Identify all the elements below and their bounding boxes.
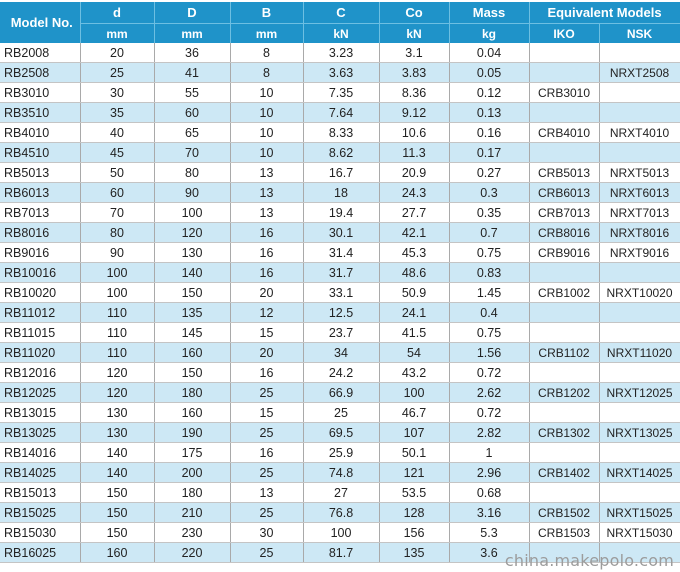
cell-outer-d: 220 — [154, 543, 230, 563]
cell-d: 130 — [80, 423, 154, 443]
cell-outer-d: 100 — [154, 203, 230, 223]
table-row — [0, 143, 680, 163]
cell-co: 100 — [379, 383, 449, 403]
cell-co: 156 — [379, 523, 449, 543]
cell-nsk: NRXT12025 — [599, 383, 680, 403]
cell-outer-d: 210 — [154, 503, 230, 523]
cell-model: RB11015 — [0, 323, 80, 343]
cell-model: RB9016 — [0, 243, 80, 263]
cell-mass: 2.96 — [449, 463, 529, 483]
cell-iko — [529, 323, 599, 343]
cell-b: 16 — [230, 443, 303, 463]
cell-nsk — [599, 43, 680, 63]
cell-c: 16.7 — [303, 163, 379, 183]
cell-b: 25 — [230, 423, 303, 443]
cell-nsk: NRXT10020 — [599, 283, 680, 303]
cell-mass: 0.27 — [449, 163, 529, 183]
table-row — [0, 163, 680, 183]
cell-nsk — [599, 103, 680, 123]
cell-mass: 1.56 — [449, 343, 529, 363]
cell-b: 25 — [230, 543, 303, 563]
cell-b: 25 — [230, 503, 303, 523]
col-header-model: Model No. — [0, 2, 80, 43]
cell-mass: 0.04 — [449, 43, 529, 63]
cell-iko — [529, 63, 599, 83]
unit-d: mm — [80, 24, 154, 44]
cell-outer-d: 90 — [154, 183, 230, 203]
col-header-nsk: NSK — [599, 24, 680, 44]
col-header-co: Co — [379, 2, 449, 24]
cell-outer-d: 180 — [154, 383, 230, 403]
cell-c: 7.35 — [303, 83, 379, 103]
cell-d: 140 — [80, 463, 154, 483]
cell-outer-d: 145 — [154, 323, 230, 343]
cell-iko: CRB6013 — [529, 183, 599, 203]
cell-model: RB14025 — [0, 463, 80, 483]
cell-b: 15 — [230, 323, 303, 343]
cell-model: RB3510 — [0, 103, 80, 123]
cell-nsk — [599, 403, 680, 423]
cell-co: 27.7 — [379, 203, 449, 223]
table-row — [0, 43, 680, 63]
cell-c: 7.64 — [303, 103, 379, 123]
cell-nsk — [599, 143, 680, 163]
cell-iko — [529, 43, 599, 63]
cell-co: 3.1 — [379, 43, 449, 63]
cell-b: 20 — [230, 283, 303, 303]
cell-d: 90 — [80, 243, 154, 263]
cell-b: 15 — [230, 403, 303, 423]
cell-model: RB10020 — [0, 283, 80, 303]
cell-outer-d: 70 — [154, 143, 230, 163]
cell-nsk: NRXT9016 — [599, 243, 680, 263]
cell-c: 25 — [303, 403, 379, 423]
cell-b: 10 — [230, 103, 303, 123]
cell-c: 66.9 — [303, 383, 379, 403]
watermark-text: china.makepolo.com — [504, 551, 674, 570]
table-row — [0, 483, 680, 503]
unit-b: mm — [230, 24, 303, 44]
cell-mass: 3.16 — [449, 503, 529, 523]
cell-c: 3.63 — [303, 63, 379, 83]
cell-c: 24.2 — [303, 363, 379, 383]
cell-iko: CRB1502 — [529, 503, 599, 523]
col-header-iko: IKO — [529, 24, 599, 44]
cell-outer-d: 150 — [154, 283, 230, 303]
cell-b: 13 — [230, 203, 303, 223]
cell-mass: 1.45 — [449, 283, 529, 303]
cell-mass: 0.75 — [449, 243, 529, 263]
table-row — [0, 363, 680, 383]
cell-d: 70 — [80, 203, 154, 223]
cell-nsk — [599, 303, 680, 323]
unit-co: kN — [379, 24, 449, 44]
cell-d: 120 — [80, 363, 154, 383]
cell-b: 8 — [230, 43, 303, 63]
cell-iko — [529, 303, 599, 323]
cell-iko: CRB1002 — [529, 283, 599, 303]
cell-iko: CRB1202 — [529, 383, 599, 403]
cell-co: 128 — [379, 503, 449, 523]
cell-b: 13 — [230, 483, 303, 503]
table-body — [0, 43, 680, 563]
cell-d: 150 — [80, 503, 154, 523]
cell-outer-d: 130 — [154, 243, 230, 263]
cell-b: 12 — [230, 303, 303, 323]
cell-co: 20.9 — [379, 163, 449, 183]
cell-mass: 2.62 — [449, 383, 529, 403]
cell-b: 16 — [230, 223, 303, 243]
cell-c: 3.23 — [303, 43, 379, 63]
cell-d: 120 — [80, 383, 154, 403]
cell-b: 8 — [230, 63, 303, 83]
cell-d: 45 — [80, 143, 154, 163]
bearing-spec-table — [0, 2, 680, 563]
cell-d: 20 — [80, 43, 154, 63]
cell-outer-d: 80 — [154, 163, 230, 183]
cell-outer-d: 190 — [154, 423, 230, 443]
cell-mass: 3.6 — [449, 543, 529, 563]
cell-mass: 2.82 — [449, 423, 529, 443]
cell-c: 23.7 — [303, 323, 379, 343]
header-row — [0, 2, 680, 24]
cell-d: 35 — [80, 103, 154, 123]
cell-co: 11.3 — [379, 143, 449, 163]
cell-d: 100 — [80, 263, 154, 283]
cell-iko: CRB9016 — [529, 243, 599, 263]
cell-iko: CRB1102 — [529, 343, 599, 363]
spec-table-wrapper — [0, 2, 680, 563]
cell-b: 10 — [230, 143, 303, 163]
cell-iko: CRB8016 — [529, 223, 599, 243]
cell-outer-d: 41 — [154, 63, 230, 83]
cell-outer-d: 180 — [154, 483, 230, 503]
cell-outer-d: 55 — [154, 83, 230, 103]
cell-co: 50.9 — [379, 283, 449, 303]
cell-d: 60 — [80, 183, 154, 203]
cell-mass: 0.05 — [449, 63, 529, 83]
cell-c: 100 — [303, 523, 379, 543]
cell-nsk: NRXT5013 — [599, 163, 680, 183]
unit-c: kN — [303, 24, 379, 44]
cell-nsk: NRXT15030 — [599, 523, 680, 543]
cell-outer-d: 60 — [154, 103, 230, 123]
cell-b: 10 — [230, 123, 303, 143]
cell-c: 74.8 — [303, 463, 379, 483]
cell-b: 25 — [230, 383, 303, 403]
cell-c: 34 — [303, 343, 379, 363]
cell-mass: 0.17 — [449, 143, 529, 163]
cell-c: 33.1 — [303, 283, 379, 303]
cell-iko — [529, 363, 599, 383]
cell-co: 10.6 — [379, 123, 449, 143]
cell-b: 13 — [230, 163, 303, 183]
cell-d: 100 — [80, 283, 154, 303]
cell-mass: 0.75 — [449, 323, 529, 343]
cell-nsk: NRXT6013 — [599, 183, 680, 203]
cell-model: RB2508 — [0, 63, 80, 83]
cell-model: RB2008 — [0, 43, 80, 63]
cell-mass: 0.7 — [449, 223, 529, 243]
cell-nsk: NRXT14025 — [599, 463, 680, 483]
cell-mass: 0.12 — [449, 83, 529, 103]
cell-outer-d: 36 — [154, 43, 230, 63]
cell-model: RB4510 — [0, 143, 80, 163]
cell-mass: 0.4 — [449, 303, 529, 323]
cell-mass: 0.35 — [449, 203, 529, 223]
cell-model: RB3010 — [0, 83, 80, 103]
cell-nsk: NRXT7013 — [599, 203, 680, 223]
cell-outer-d: 160 — [154, 343, 230, 363]
cell-iko: CRB5013 — [529, 163, 599, 183]
cell-nsk — [599, 443, 680, 463]
unit-mass: kg — [449, 24, 529, 44]
cell-d: 80 — [80, 223, 154, 243]
cell-co: 8.36 — [379, 83, 449, 103]
cell-d: 30 — [80, 83, 154, 103]
cell-nsk — [599, 83, 680, 103]
cell-co: 43.2 — [379, 363, 449, 383]
cell-iko — [529, 103, 599, 123]
col-header-d: d — [80, 2, 154, 24]
cell-outer-d: 120 — [154, 223, 230, 243]
cell-model: RB13015 — [0, 403, 80, 423]
cell-b: 20 — [230, 343, 303, 363]
col-header-outer-d: D — [154, 2, 230, 24]
cell-outer-d: 175 — [154, 443, 230, 463]
cell-mass: 0.83 — [449, 263, 529, 283]
cell-model: RB15013 — [0, 483, 80, 503]
table-header — [0, 2, 680, 43]
cell-b: 10 — [230, 83, 303, 103]
cell-d: 150 — [80, 483, 154, 503]
cell-mass: 5.3 — [449, 523, 529, 543]
table-row — [0, 243, 680, 263]
cell-c: 31.7 — [303, 263, 379, 283]
cell-c: 25.9 — [303, 443, 379, 463]
cell-nsk: NRXT2508 — [599, 63, 680, 83]
cell-co: 3.83 — [379, 63, 449, 83]
cell-model: RB12016 — [0, 363, 80, 383]
table-row — [0, 63, 680, 83]
cell-co: 24.1 — [379, 303, 449, 323]
table-row — [0, 103, 680, 123]
cell-model: RB13025 — [0, 423, 80, 443]
cell-mass: 0.13 — [449, 103, 529, 123]
table-row — [0, 263, 680, 283]
cell-outer-d: 230 — [154, 523, 230, 543]
table-row — [0, 303, 680, 323]
cell-outer-d: 160 — [154, 403, 230, 423]
cell-c: 31.4 — [303, 243, 379, 263]
cell-mass: 0.3 — [449, 183, 529, 203]
table-row — [0, 463, 680, 483]
cell-model: RB15025 — [0, 503, 80, 523]
cell-d: 130 — [80, 403, 154, 423]
cell-model: RB4010 — [0, 123, 80, 143]
cell-c: 76.8 — [303, 503, 379, 523]
cell-iko: CRB1302 — [529, 423, 599, 443]
cell-iko — [529, 403, 599, 423]
cell-model: RB7013 — [0, 203, 80, 223]
cell-d: 40 — [80, 123, 154, 143]
col-header-b: B — [230, 2, 303, 24]
cell-co: 135 — [379, 543, 449, 563]
cell-b: 13 — [230, 183, 303, 203]
table-row — [0, 523, 680, 543]
cell-iko — [529, 263, 599, 283]
cell-nsk — [599, 483, 680, 503]
cell-co: 53.5 — [379, 483, 449, 503]
cell-b: 30 — [230, 523, 303, 543]
cell-c: 18 — [303, 183, 379, 203]
table-row — [0, 123, 680, 143]
cell-outer-d: 150 — [154, 363, 230, 383]
table-row — [0, 283, 680, 303]
cell-b: 16 — [230, 243, 303, 263]
cell-c: 69.5 — [303, 423, 379, 443]
cell-nsk: NRXT4010 — [599, 123, 680, 143]
cell-model: RB8016 — [0, 223, 80, 243]
cell-d: 25 — [80, 63, 154, 83]
cell-c: 30.1 — [303, 223, 379, 243]
cell-iko: CRB7013 — [529, 203, 599, 223]
cell-d: 150 — [80, 523, 154, 543]
col-header-equivalent: Equivalent Models — [529, 2, 680, 24]
cell-c: 27 — [303, 483, 379, 503]
cell-mass: 0.68 — [449, 483, 529, 503]
cell-iko — [529, 443, 599, 463]
cell-nsk: NRXT15025 — [599, 503, 680, 523]
cell-c: 81.7 — [303, 543, 379, 563]
cell-co: 50.1 — [379, 443, 449, 463]
cell-model: RB15030 — [0, 523, 80, 543]
cell-co: 41.5 — [379, 323, 449, 343]
table-row — [0, 443, 680, 463]
unit-outer-d: mm — [154, 24, 230, 44]
cell-co: 45.3 — [379, 243, 449, 263]
table-row — [0, 403, 680, 423]
table-row — [0, 203, 680, 223]
cell-co: 107 — [379, 423, 449, 443]
col-header-mass: Mass — [449, 2, 529, 24]
cell-co: 48.6 — [379, 263, 449, 283]
cell-iko: CRB3010 — [529, 83, 599, 103]
cell-d: 140 — [80, 443, 154, 463]
cell-model: RB11012 — [0, 303, 80, 323]
cell-co: 42.1 — [379, 223, 449, 243]
cell-b: 25 — [230, 463, 303, 483]
cell-c: 8.62 — [303, 143, 379, 163]
cell-mass: 0.16 — [449, 123, 529, 143]
unit-row — [0, 24, 680, 44]
cell-c: 12.5 — [303, 303, 379, 323]
table-row — [0, 183, 680, 203]
cell-iko — [529, 143, 599, 163]
col-header-c: C — [303, 2, 379, 24]
table-row — [0, 223, 680, 243]
cell-outer-d: 65 — [154, 123, 230, 143]
cell-co: 54 — [379, 343, 449, 363]
cell-co: 121 — [379, 463, 449, 483]
cell-iko: CRB4010 — [529, 123, 599, 143]
cell-d: 110 — [80, 343, 154, 363]
cell-iko: CRB1503 — [529, 523, 599, 543]
table-row — [0, 383, 680, 403]
cell-nsk — [599, 363, 680, 383]
cell-co: 46.7 — [379, 403, 449, 423]
cell-nsk — [599, 323, 680, 343]
table-row — [0, 83, 680, 103]
cell-nsk: NRXT11020 — [599, 343, 680, 363]
cell-c: 19.4 — [303, 203, 379, 223]
cell-model: RB5013 — [0, 163, 80, 183]
cell-model: RB10016 — [0, 263, 80, 283]
cell-co: 24.3 — [379, 183, 449, 203]
cell-b: 16 — [230, 263, 303, 283]
cell-co: 9.12 — [379, 103, 449, 123]
cell-mass: 0.72 — [449, 403, 529, 423]
cell-nsk: NRXT13025 — [599, 423, 680, 443]
cell-d: 50 — [80, 163, 154, 183]
cell-model: RB6013 — [0, 183, 80, 203]
table-row — [0, 423, 680, 443]
cell-d: 110 — [80, 303, 154, 323]
cell-outer-d: 135 — [154, 303, 230, 323]
cell-model: RB16025 — [0, 543, 80, 563]
cell-nsk: NRXT8016 — [599, 223, 680, 243]
cell-outer-d: 140 — [154, 263, 230, 283]
cell-b: 16 — [230, 363, 303, 383]
cell-d: 110 — [80, 323, 154, 343]
cell-model: RB14016 — [0, 443, 80, 463]
cell-mass: 0.72 — [449, 363, 529, 383]
cell-model: RB11020 — [0, 343, 80, 363]
table-row — [0, 323, 680, 343]
cell-mass: 1 — [449, 443, 529, 463]
table-row — [0, 503, 680, 523]
table-row — [0, 343, 680, 363]
cell-d: 160 — [80, 543, 154, 563]
cell-model: RB12025 — [0, 383, 80, 403]
cell-nsk — [599, 263, 680, 283]
cell-iko — [529, 483, 599, 503]
cell-iko: CRB1402 — [529, 463, 599, 483]
cell-outer-d: 200 — [154, 463, 230, 483]
cell-c: 8.33 — [303, 123, 379, 143]
